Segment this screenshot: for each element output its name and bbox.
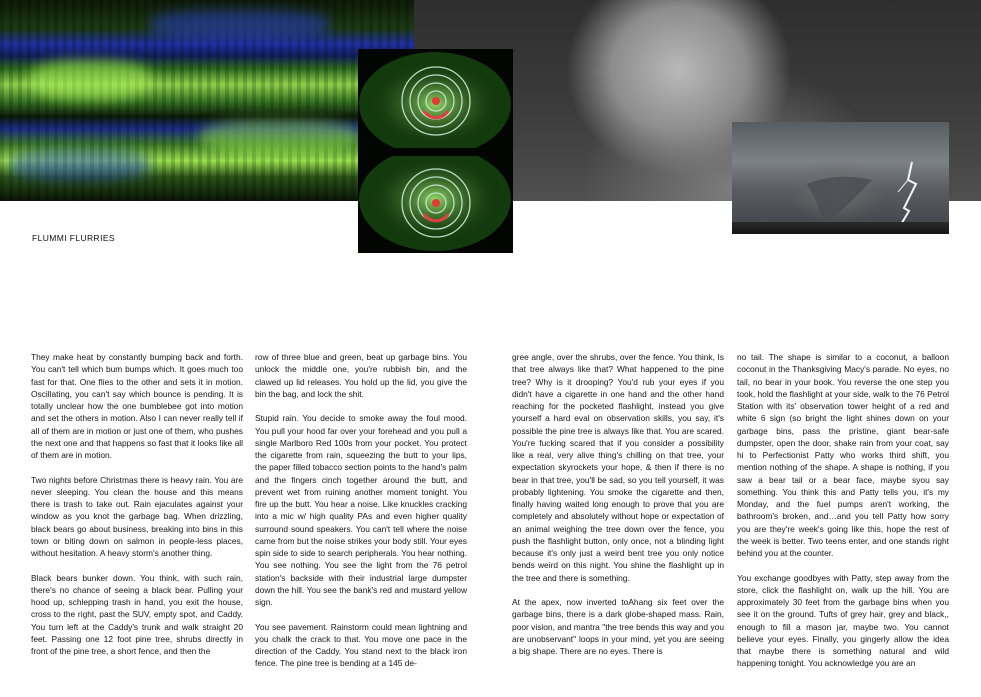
section-title: FLUMMI FLURRIES — [32, 233, 115, 243]
paragraph: row of three blue and green, beat up garbage bins. You unlock the middle one, you're rubbish bin, and the clawed up lid releases. You hold up the lid, you give the bin the bag, and lock the shit. — [255, 352, 467, 399]
paragraph: At the apex, now inverted toAhang six feet over the garbage bins, there is a dark globe-shaped mass. Rain, poor vision, and mantra "the tree bends this way and you are unobservant" loops in your mind, yet you are seeing a big shape. There are no eyes. There is — [512, 597, 724, 656]
paragraph: Two nights before Christmas there is heavy rain. You are never sleeping. You clean the house and this means there is trash to take out. Rain ejaculates against your window as you knot the garbage bag. When drizzling, black bears go about business, breaking into bins in this town or biting down on salmon in people-less places, without hesitation. A heavy storm's another thing. — [31, 474, 243, 558]
lightning-graphic — [732, 122, 949, 234]
text-column-2 — [255, 351, 467, 682]
image-highlight — [150, 10, 330, 40]
eye-reflection-image — [358, 49, 513, 253]
image-highlight — [30, 60, 150, 100]
paragraph: no tail. The shape is similar to a coconut, a balloon coconut in the Thanksgiving Macy's parade. No eyes, no tail, no bear in your book. You reverse the one step you took, hold the flashlight at your side, walk to the 76 Petrol Station with its' observation tower height of a red and white 6 sign (so bright the light shines down on your garbage bins, pass the pristine, giant bear-safe dumpster, open the door, shake rain from your coat, say hi to Perfectionist Patty who works third shift, you mention nothing of the shape. A shape is nothing, if you saw a bear tail or a bear face, maybe syou say something. You think this and Patty tells you, it's my Monday, and the fuel pumps aren't working, the bathroom's broken, and…and you tell Patty how sorry you are they're week's going like this, hope the rest of the week is better. Two teens enter, and one stands right behind you at the counter. — [737, 352, 949, 558]
text-column-3 — [512, 351, 724, 670]
image-highlight — [10, 150, 150, 180]
abstract-green-image — [0, 0, 414, 201]
paragraph: Black bears bunker down. You think, with such rain, there's no chance of seeing a black bear. Pulling your hood up, schlepping trash in hand, you exit the house, cross to the right, past the SUV, empty spot, and Caddy. You turn left at the Caddy's trunk and walk straight 20 feet. Passing one 12 foot pine tree, shrubs directly in front of the pine tree, a short fence, and then the — [31, 572, 243, 656]
paragraph: They make heat by constantly bumping back and forth. You can't tell which bum bumps which. It goes much too fast for that. One flies to the other and sets it in motion. Oscillating, you can't say which bounce is pending. It is totally unclear how the one bumblebee got into motion and set the others in motion. Also I can never really tell if all of them are in motion or just one of them, who pushes the next one and that happens so fast that it looks like all of them are in motion. — [31, 352, 243, 460]
paragraph: Stupid rain. You decide to smoke away the foul mood. You pull your hood far over your forehead and you pull a single Marlboro Red 100s from your pocket. You protect the cigarette from rain, squeezing the butt to your lips, the paper filled tobacco section points to the hand's palm and the fingers cinch together around the butt, and prevent wet from ruining another moment tonight. You fire up the butt. You hear a noise. Like knuckles cracking into a mic w/ high quality PAs and even higher quality surround sound speakers. You can't tell where the noise came from but the noise strikes your body still. Your eyes spin side to side to search peripherals. You hear nothing. You see nothing. You see the light from the 76 petrol station's backside with their industrial large dumpster down the hill. You see the bank's red and mustard yellow sign. — [255, 413, 467, 607]
text-column-4 — [737, 351, 949, 682]
paragraph: You exchange goodbyes with Patty, step away from the store, click the flashlight on, walk up the hill. You are approximately 30 feet from the garbage bins when you see it on the ground. Tufts of grey hair, grey and black,, enough to fill a mason jar, maybe two. You cannot believe your eyes. Finally, you gingerly allow the idea that maybe there is something natural and wild happening tonight. You acknowledge you are an — [737, 572, 949, 669]
paragraph: gree angle, over the shrubs, over the fence. You think, Is that tree always like that? What happened to the pine tree? Why is it drooping? You'd rub your eyes if you didn't have a cigarette in one hand and the other hand reaching for the pocketed flashlight, instead you give yourself a hard eval on observation skills, you say, it's possible the pine tree is always like that. You are scared. You're fucking scared that if you consider a possibility like a real, very alive thing's chilling on that tree, your expectation skyrockets your hope, & then if there is no bear in that tree, you'll be sad, so you tell yourself, it was probably lightening. You smoke the cigarette and then, finally having waited long enough to prove that you are completely and absolutely without hope or expectation of an animal weighing the tree down over the fence, you push the flashlight button, only once, not a blinding light because it's only just a weird bent tree you only notice bends weird on this night. You shine the flashlight up in the tree and there is something. — [512, 352, 724, 583]
paragraph: You see pavement. Rainstorm could mean lightning and you chalk the crack to that. You move one pace in the direction of the Caddy. You stand next to the black iron fence. The pine tree is bending at a 145 de- — [255, 621, 467, 669]
text-column-1 — [31, 351, 243, 670]
eye-graphic — [358, 49, 513, 253]
horizon-ground — [732, 222, 949, 234]
tornado-lightning-image — [732, 122, 949, 234]
image-highlight — [200, 120, 360, 155]
